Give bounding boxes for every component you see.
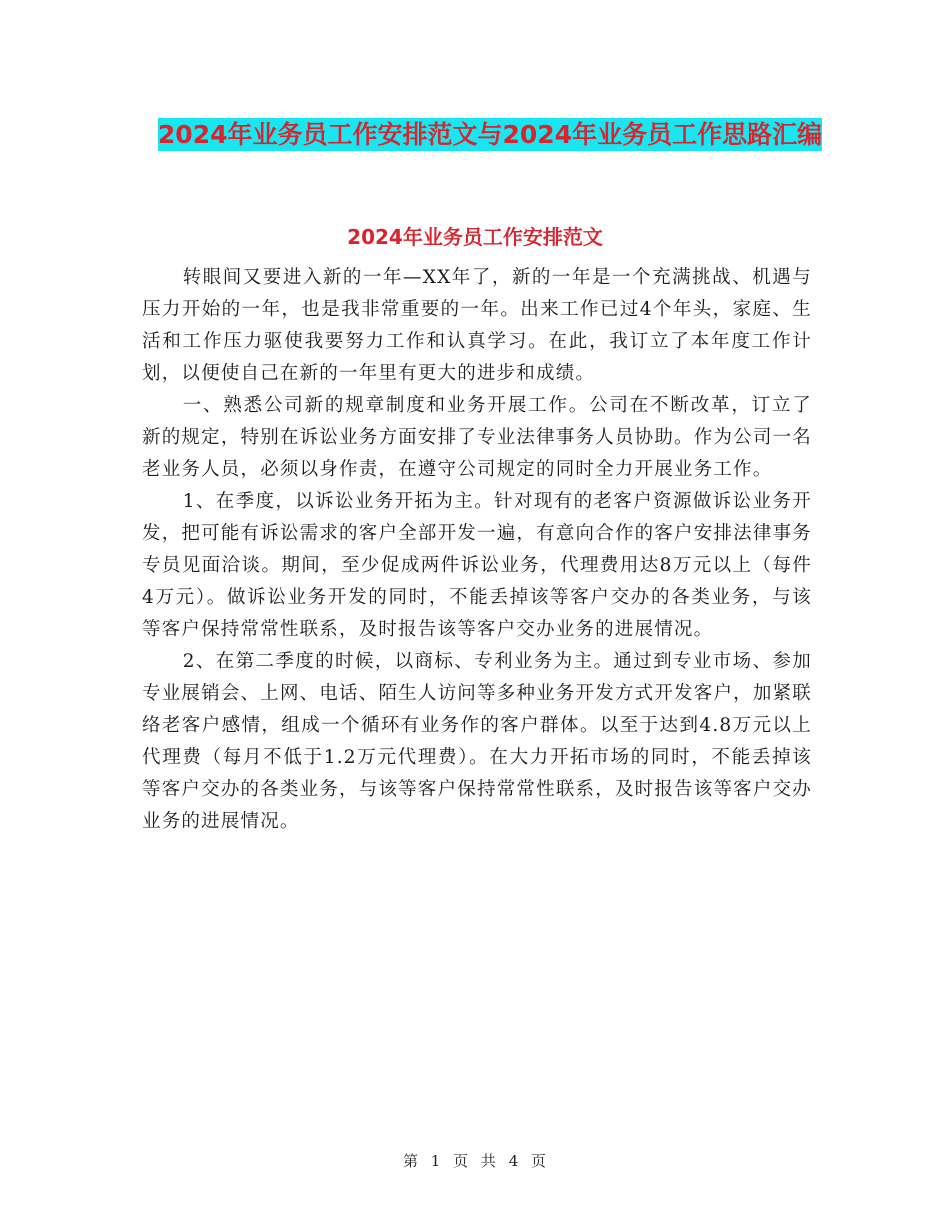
paragraph-intro: 转眼间又要进入新的一年—XX年了，新的一年是一个充满挑战、机遇与压力开始的一年，也是我非常重要的一年。出来工作已过4个年头，家庭、生活和工作压力驱使我要努力工作和认真学习。在此，我订立了本年度工作计划，以便使自己在新的一年里有更大的进步和成绩。 xyxy=(142,267,812,384)
main-title-text: 2024年业务员工作安排范文与2024年业务员工作思路汇编 xyxy=(157,120,823,149)
document-body xyxy=(142,262,812,838)
section-title: 2024年业务员工作安排范文 xyxy=(347,225,603,249)
footer-prefix: 第 xyxy=(402,1152,419,1170)
footer-current-page: 1 xyxy=(430,1152,442,1170)
page-footer xyxy=(0,1150,950,1171)
document-main-title xyxy=(150,112,830,158)
paragraph-item-two: 2、在第二季度的时候，以商标、专利业务为主。通过到专业市场、参加专业展销会、上网、电话、陌生人访问等多种业务开发方式开发客户，加紧联络老客户感情，组成一个循环有业务作的客户群体。以至于达到4.8万元以上代理费（每月不低于1.2万元代理费）。在大力开拓市场的同时，不能丢掉该等客户交办的各类业务，与该等客户保持常常性联系，及时报告该等客户交办业务的进展情况。 xyxy=(142,651,812,832)
footer-total-word: 共 xyxy=(480,1152,497,1170)
footer-total-pages: 4 xyxy=(508,1152,520,1170)
footer-page-word: 页 xyxy=(453,1152,470,1170)
paragraph-section-one: 一、熟悉公司新的规章制度和业务开展工作。公司在不断改革，订立了新的规定，特别在诉讼业务方面安排了专业法律事务人员协助。作为公司一名老业务人员，必须以身作责，在遵守公司规定的同时全力开展业务工作。 xyxy=(142,395,812,480)
paragraph-item-one: 1、在季度，以诉讼业务开拓为主。针对现有的老客户资源做诉讼业务开发，把可能有诉讼需求的客户全部开发一遍，有意向合作的客户安排法律事务专员见面洽谈。期间，至少促成两件诉讼业务，代理费用达8万元以上（每件4万元）。做诉讼业务开发的同时，不能丢掉该等客户交办的各类业务，与该等客户保持常常性联系，及时报告该等客户交办业务的进展情况。 xyxy=(142,491,812,640)
footer-suffix: 页 xyxy=(531,1152,548,1170)
